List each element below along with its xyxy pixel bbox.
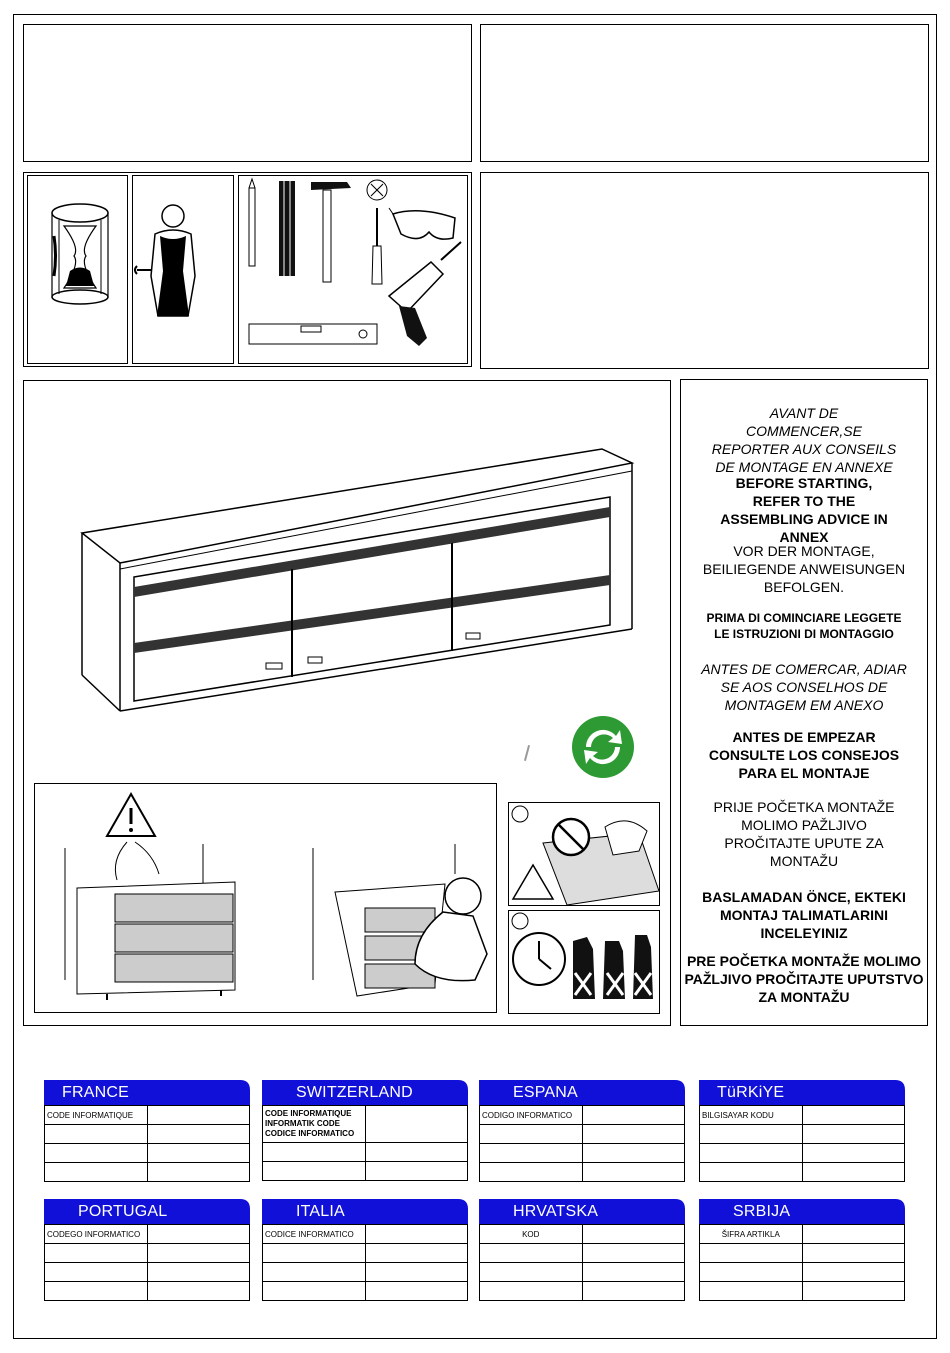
notice-german: VOR DER MONTAGE, BEILIEGENDE ANWEISUNGEN BEFOLGEN. — [702, 543, 906, 595]
time-box — [27, 175, 128, 364]
screwdriver-icon — [372, 208, 382, 284]
worker-icon — [133, 176, 233, 363]
code-label: CODICE INFORMATICO — [263, 1225, 366, 1244]
code-value — [802, 1106, 905, 1125]
code-label: CODEGO INFORMATICO — [45, 1225, 148, 1244]
pencil-icon — [249, 179, 255, 266]
code-value — [802, 1225, 905, 1244]
code-value — [365, 1106, 468, 1143]
country-name: SRBIJA — [733, 1203, 791, 1220]
country-name: ESPANA — [513, 1084, 578, 1101]
assembly-notice-panel — [680, 379, 928, 1026]
notice-french: AVANT DE COMMENCER,SE REPORTER AUX CONSEILS DE MONTAGE EN ANNEXE — [711, 405, 897, 475]
country-name: HRVATSKA — [513, 1203, 599, 1220]
no-phillips-screwdriver-icon — [367, 180, 387, 200]
middle-right-box — [480, 172, 929, 369]
code-label: BILGISAYAR KODU — [700, 1106, 803, 1125]
recycle-icon — [570, 714, 636, 780]
notice-croatian: PRIJE POČETKA MONTAŽE MOLIMO PAŽLJIVO PROČITAJTE UPUTE ZA MONTAŽU — [713, 799, 895, 869]
no-chemical-cleaners-icon — [573, 935, 653, 999]
country-name: PORTUGAL — [78, 1203, 168, 1220]
notice-turkish: BASLAMADAN ÖNCE, EKTEKI MONTAJ TALIMATLARINI INCELEYINIZ — [702, 889, 906, 941]
hammer-icon — [311, 182, 351, 282]
clock-icon — [513, 933, 565, 985]
code-value — [147, 1106, 250, 1125]
country-name: TüRKiYE — [717, 1084, 785, 1101]
drill-icon — [389, 242, 461, 346]
folding-ruler-icon — [279, 181, 295, 276]
safety-glasses-icon — [389, 208, 455, 239]
notice-serbian: PRE POČETKA MONTAŽE MOLIMO PAŽLJIVO PROČITAJTE UPUTSTVO ZA MONTAŽU — [684, 953, 924, 1005]
cleaning-caution-box — [508, 910, 660, 1014]
top-right-box — [480, 24, 929, 162]
code-label: CODIGO INFORMATICO — [480, 1106, 583, 1125]
no-sharp-tools-icon — [509, 803, 659, 905]
top-left-box — [23, 24, 472, 162]
code-label: CODE INFORMATIQUE — [45, 1106, 148, 1125]
country-name: SWITZERLAND — [296, 1084, 413, 1101]
notice-portuguese: ANTES DE COMERCAR, ADIAR SE AOS CONSELHOS DE MONTAGEM EM ANEXO — [701, 661, 907, 713]
code-label: KOD — [480, 1225, 583, 1244]
code-label: ŠIFRA ARTIKLA — [700, 1225, 803, 1244]
notice-italian: PRIMA DI COMINCIARE LEGGETE LE ISTRUZIONI DI MONTAGGIO — [706, 611, 902, 641]
warning-icon — [107, 794, 155, 836]
code-value — [147, 1225, 250, 1244]
code-value — [582, 1225, 685, 1244]
worker-box — [132, 175, 234, 364]
country-name: FRANCE — [62, 1084, 129, 1101]
stability-warning-box — [34, 783, 497, 1013]
no-sharp-tools-box — [508, 802, 660, 906]
country-name: ITALIA — [296, 1203, 345, 1220]
code-value — [365, 1225, 468, 1244]
notice-english: BEFORE STARTING, REFER TO THE ASSEMBLING ADVICE IN ANNEX — [720, 475, 888, 545]
code-label: CODE INFORMATIQUE INFORMATIK CODE CODICE INFORMATICO — [263, 1106, 366, 1143]
spirit-level-icon — [249, 324, 377, 344]
tools-box — [238, 175, 468, 364]
hourglass-icon — [28, 176, 127, 363]
code-value — [582, 1106, 685, 1125]
notice-spanish: ANTES DE EMPEZAR CONSULTE LOS CONSEJOS PARA EL MONTAJE — [708, 729, 900, 781]
